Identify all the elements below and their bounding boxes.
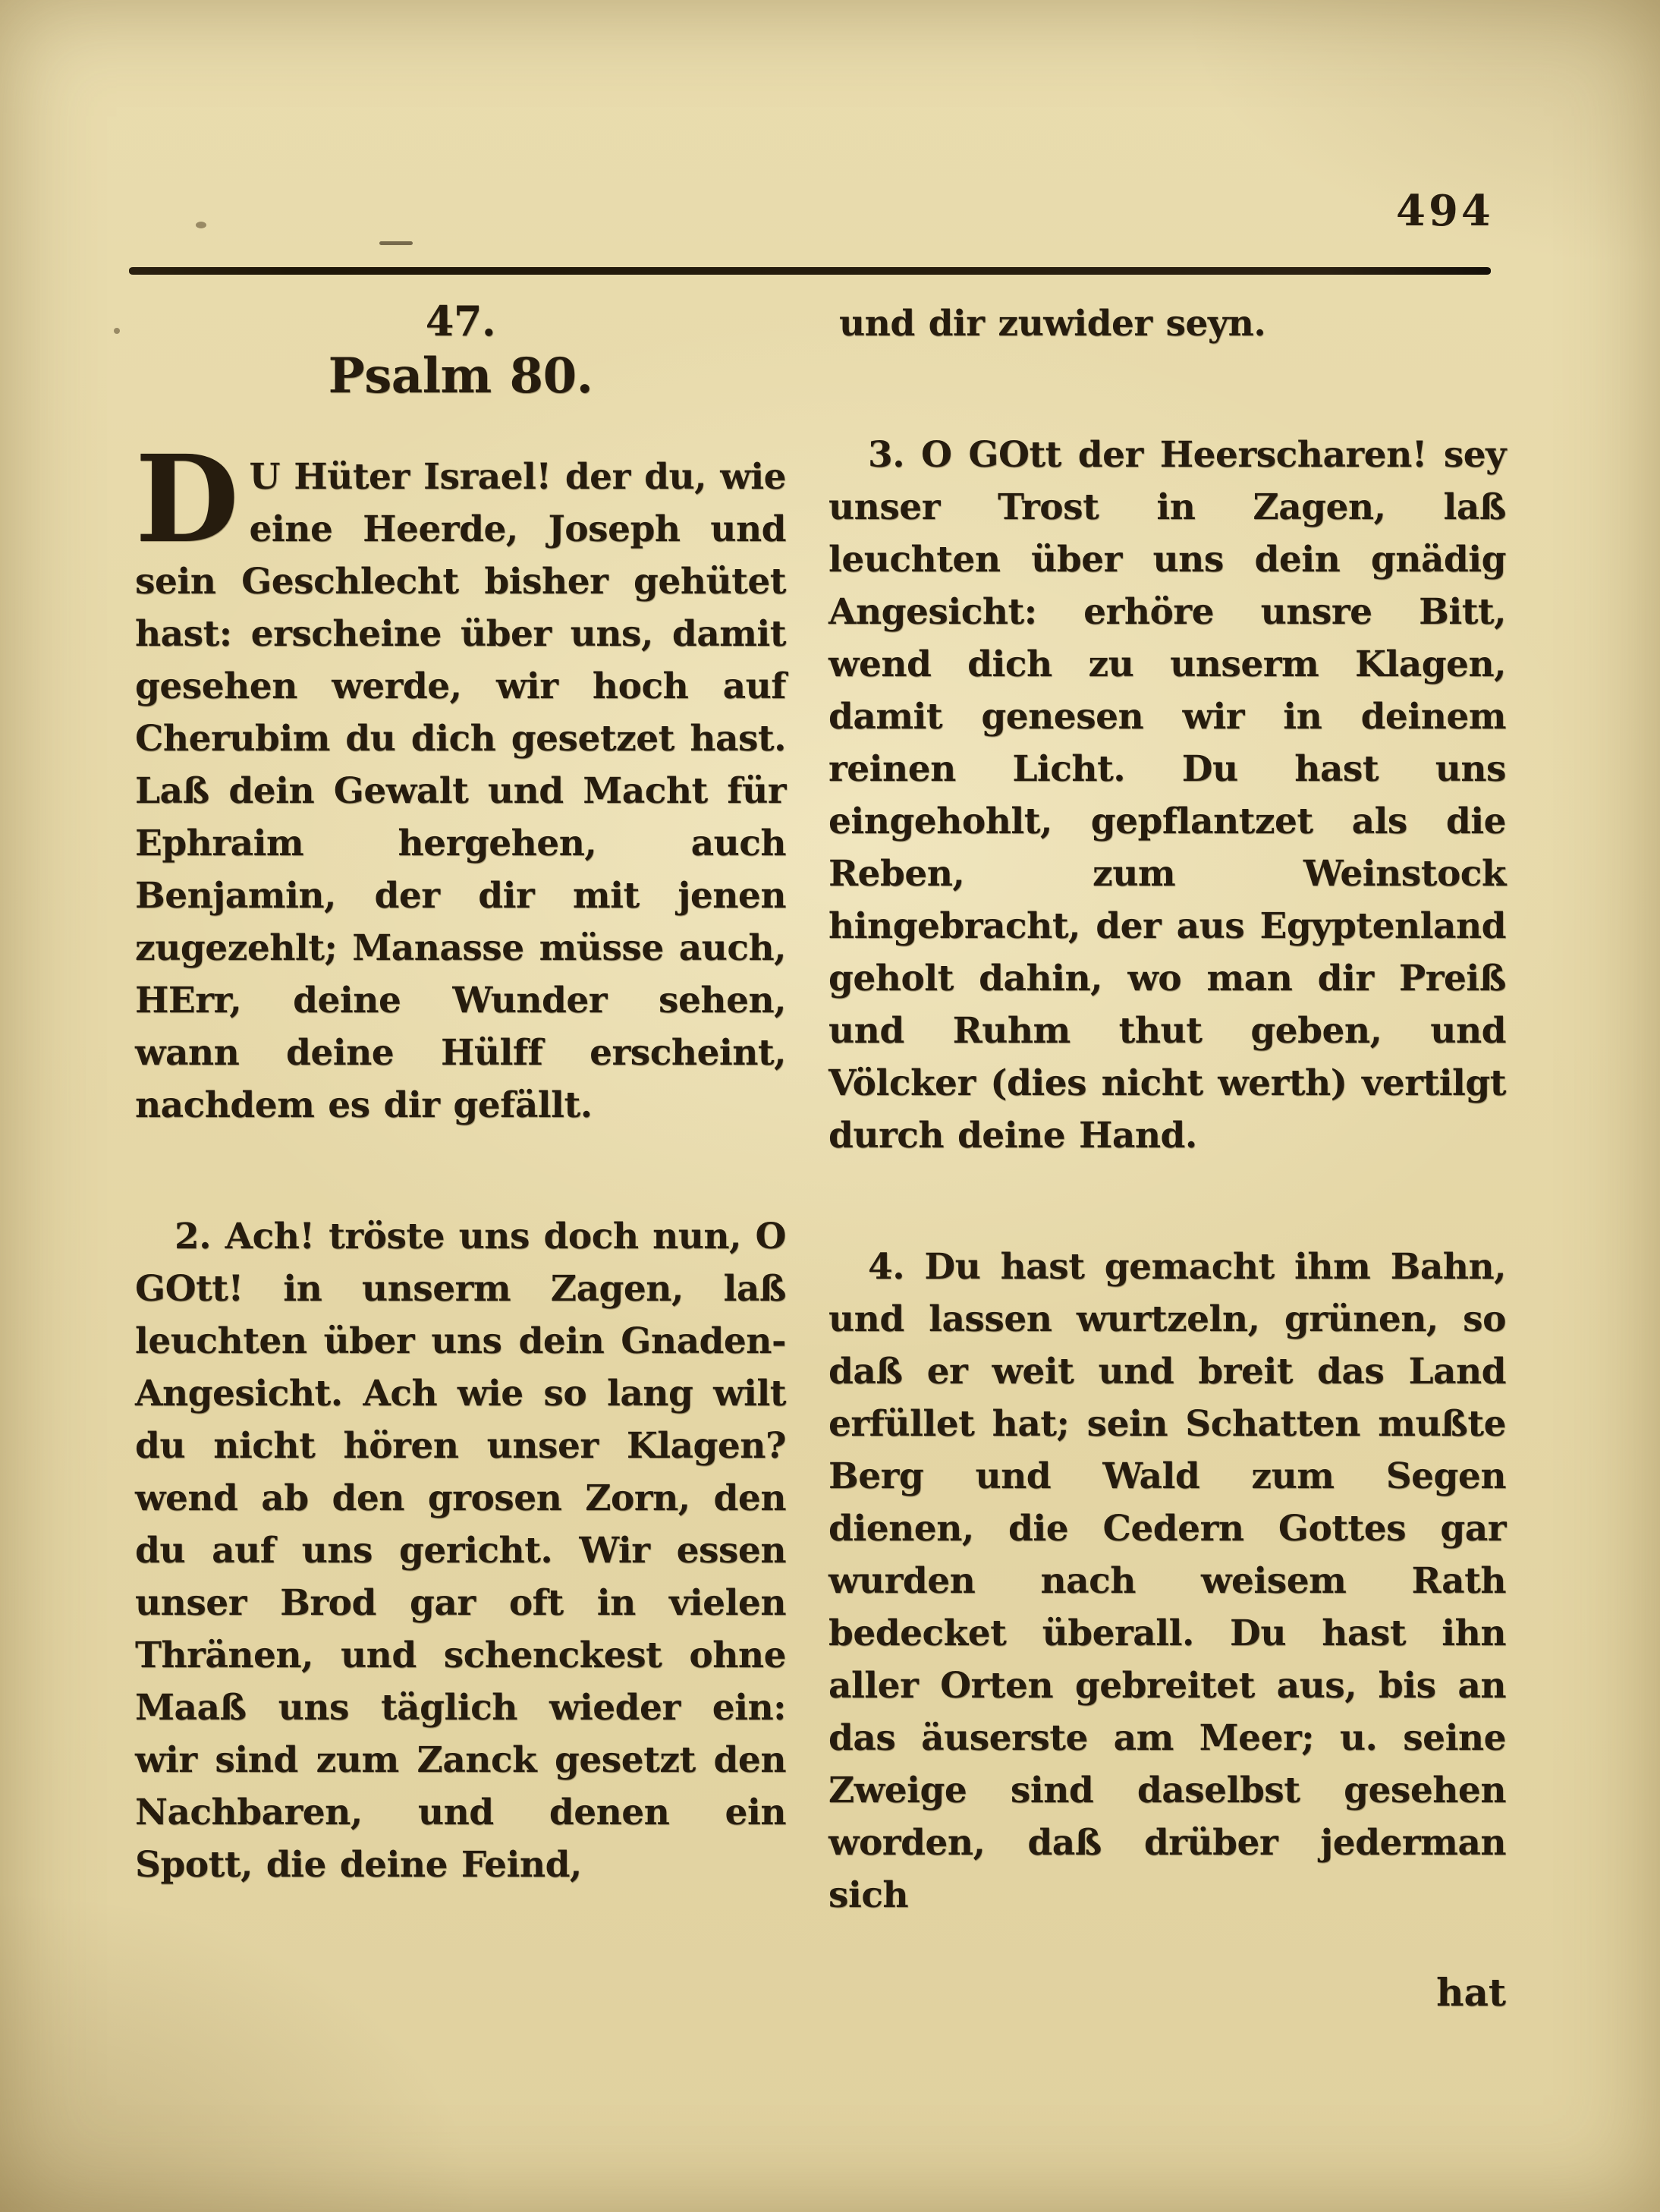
catchword: hat — [1436, 1970, 1506, 2015]
dropcap-letter: D — [135, 429, 239, 570]
paper-speck — [114, 328, 120, 334]
right-column — [828, 297, 1506, 1921]
page-number: 494 — [1396, 186, 1494, 236]
continuation-line: und dir zuwider seyn. — [839, 303, 1266, 345]
ink-mark — [379, 241, 413, 245]
verse-1 — [135, 429, 786, 1131]
verse-1-text: U Hüter Israel! der du, wie eine Heerde, Joseph und sein Geschlecht bisher gehütet hast: erscheine über uns, damit gesehen werde, wir hoch auf Cherubim du dich gesetzet hast. Laß dein Gewalt und Macht für Ephraim hergehen, auch Benjamin, der dir mit jenen zugezehlt; Manasse müsse auch, HErr, deine Wunder sehen, wann deine Hülff erscheint, nachdem es dir gefällt. — [135, 456, 786, 1126]
left-column — [135, 297, 786, 1891]
verse-3: 3. O GOtt der Heerscharen! sey unser Trost in Zagen, laß leuchten über uns dein gnädig Angesicht: erhöre unsre Bitt, wend dich zu unserm Klagen, damit genesen wir in deinem reinen Licht. Du hast uns eingehohlt, gepflantzet als die Reben, zum Weinstock hingebracht, der aus Egyptenland geholt dahin, wo man dir Preiß und Ruhm thut geben, und Völcker (dies nicht werth) vertilgt durch deine Hand. — [828, 434, 1506, 1156]
verse-2: 2. Ach! tröste uns doch nun, O GOtt! in unserm Zagen, laß leuchten über uns dein Gnaden-Angesicht. Ach wie so lang wilt du nicht hören unser Klagen? wend ab den grosen Zorn, den du auf uns gericht. Wir essen unser Brod gar oft in vielen Thränen, und schenckest ohne Maaß uns täglich wieder ein: wir sind zum Zanck gesetzt den Nachbaren, und denen ein Spott, die deine Feind, — [135, 1216, 786, 1886]
section-number: 47. — [425, 297, 496, 345]
psalm-title: Psalm 80. — [328, 348, 593, 404]
verse-4: 4. Du hast gemacht ihm Bahn, und lassen wurtzeln, grünen, so daß er weit und breit das Land erfüllet hat; sein Schatten mußte Berg und Wald zum Segen dienen, die Cedern Gottes gar wurden nach weisem Rath bedecket überall. Du hast ihn aller Orten gebreitet aus, bis an das äuserste am Meer; u. seine Zweige sind daselbst gesehen worden, daß drüber jederman sich — [828, 1246, 1506, 1916]
header-rule — [129, 267, 1491, 275]
paper-speck — [196, 222, 206, 228]
